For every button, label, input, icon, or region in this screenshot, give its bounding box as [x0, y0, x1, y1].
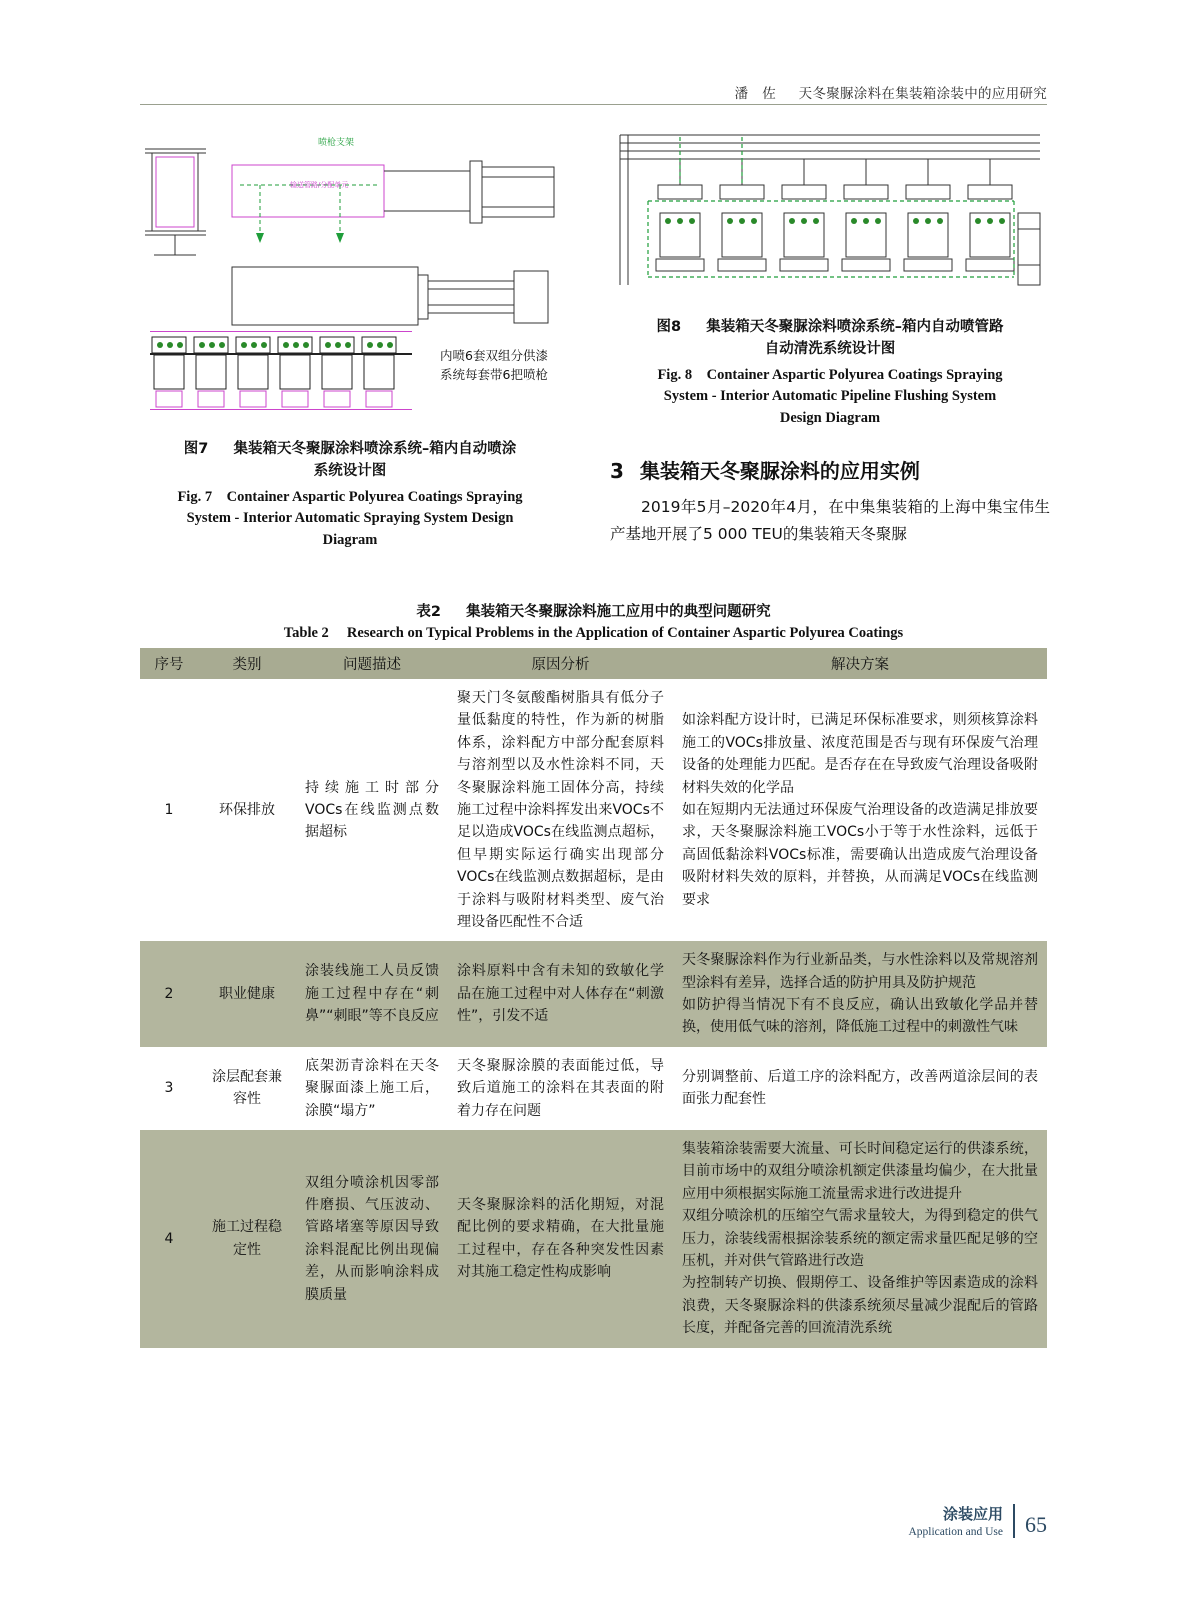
section-3	[610, 455, 1050, 548]
row-1-solution-p1: 如涂料配方设计时，已满足环保标准要求，则须核算涂料施工的VOCs排放量、浓度范围是否与现有环保废气治理设备的处理能力匹配。是否存在在导致废气治理设备吸附材料失效的化学品	[682, 712, 1038, 796]
row-4-problem: 双组分喷涂机因零部件磨损、气压波动、管路堵塞等原因导致涂料混配比例出现偏差，从而影响涂料成膜质量	[296, 1130, 448, 1348]
table-header-cell-4: 解决方案	[673, 648, 1047, 679]
figure-8-svg	[610, 125, 1050, 305]
row-3-cause: 天冬聚脲涂膜的表面能过低，导致后道施工的涂料在其表面的附着力存在问题	[448, 1047, 673, 1130]
header-rule	[140, 104, 1047, 105]
table-2-caption-cn-text: 集装箱天冬聚脲涂料施工应用中的典型问题研究	[466, 604, 771, 620]
page-footer	[908, 1503, 1047, 1538]
footer-section-cn: 涂装应用	[942, 1505, 1003, 1523]
row-3-problem: 底架沥青涂料在天冬聚脲面漆上施工后，涂膜“塌方”	[296, 1047, 448, 1130]
row-2-category: 职业健康	[198, 941, 296, 1047]
row-2-solution-p1: 天冬聚脲涂料作为行业新品类，与水性涂料以及常规溶剂型涂料有差异，选择合适的防护用具及防护规范	[682, 952, 1038, 991]
figure-8-caption-en	[610, 365, 1050, 430]
row-3-no: 3	[140, 1047, 198, 1130]
figure-7-inline-label-1: 喷枪支架	[318, 138, 355, 148]
table-header-cell-0: 序号	[140, 648, 198, 679]
figure-7-number-cn: 图7	[183, 441, 209, 457]
figure-8-drawing	[610, 125, 1050, 305]
footer-divider	[1013, 1504, 1015, 1538]
footer-section-en: Application and Use	[908, 1526, 1003, 1538]
table-row	[140, 941, 1047, 1047]
row-2-solution-p2: 如防护得当情况下有不良反应，确认出致敏化学品并替换，使用低气味的溶剂，降低施工过程中的刺激性气味	[682, 997, 1038, 1036]
figure-7-caption-en-line1: Container Aspartic Polyurea Coatings Spraying	[226, 488, 523, 505]
table-header-row	[140, 648, 1047, 679]
figure-8-number-en: Fig. 8	[657, 366, 693, 383]
header-title: 天冬聚脲涂料在集装箱涂装中的应用研究	[798, 86, 1047, 102]
row-4-solution-p2: 双组分喷涂机的压缩空气需求量较大，为得到稳定的供气压力，涂装线需根据涂装系统的额定需求量匹配足够的空压机，并对供气管路进行改造	[682, 1208, 1038, 1269]
row-4-category: 施工过程稳定性	[198, 1130, 296, 1348]
figure-7-caption-en	[140, 487, 560, 552]
figure-7-note: 内喷6套双组分供漆系统每套带6把喷枪	[440, 348, 548, 382]
section-3-number: 3	[610, 459, 624, 483]
table-header-cell-2: 问题描述	[296, 648, 448, 679]
row-4-no: 4	[140, 1130, 198, 1348]
figure-8	[610, 125, 1050, 430]
row-2-cause: 涂料原料中含有未知的致敏化学品在施工过程中对人体存在“刺激性”，引发不适	[448, 941, 673, 1047]
header-author: 潘 佐	[734, 86, 776, 102]
table-header-cell-1: 类别	[198, 648, 296, 679]
running-header	[735, 82, 1047, 102]
table-2-label-en: Table 2	[283, 625, 329, 641]
row-1-problem: 持续施工时部分VOCs在线监测点数据超标	[296, 679, 448, 941]
table-2-caption-en	[140, 625, 1047, 642]
row-1-solution	[673, 679, 1047, 941]
table-2-label-cn: 表2	[416, 604, 441, 620]
table-row	[140, 1047, 1047, 1130]
figure-7-number-en: Fig. 7	[177, 488, 213, 505]
row-4-solution-p1: 集装箱涂装需要大流量、可长时间稳定运行的供漆系统，目前市场中的双组分喷涂机额定供漆量均偏少，在大批量应用中须根据实际施工流量需求进行改进提升	[682, 1141, 1038, 1202]
section-3-paragraph: 2019年5月–2020年4月，在中集集装箱的上海中集宝伟生产基地开展了5 000 TEU的集装箱天冬聚脲	[610, 498, 1050, 544]
row-2-no: 2	[140, 941, 198, 1047]
row-1-solution-p2: 如在短期内无法通过环保废气治理设备的改造满足排放要求，天冬聚脲涂料施工VOCs小于等于水性涂料，远低于高固低黏涂料VOCs标准，需要确认出造成废气治理设备吸附材料失效的原料，并替换，从而满足VOCs在线监测要求	[682, 801, 1038, 908]
figure-7	[140, 125, 560, 552]
table-2-caption-en-text: Research on Typical Problems in the Application of Container Aspartic Polyurea Coatings	[346, 625, 904, 641]
table-row	[140, 1130, 1047, 1348]
figure-7-caption-cn	[140, 439, 560, 483]
figure-7-caption-en-line2: System - Interior Automatic Spraying System Design	[186, 510, 514, 527]
row-1-category: 环保排放	[198, 679, 296, 941]
row-2-solution	[673, 941, 1047, 1047]
table-row	[140, 679, 1047, 941]
row-3-category: 涂层配套兼容性	[198, 1047, 296, 1130]
section-3-heading	[610, 455, 1050, 484]
row-4-solution-p3: 为控制转产切换、假期停工、设备维护等因素造成的涂料浪费，天冬聚脲涂料的供漆系统须尽量减少混配后的管路长度，并配备完善的回流清洗系统	[682, 1275, 1038, 1337]
figure-8-caption-en-line3: Design Diagram	[779, 410, 881, 426]
row-3-solution	[673, 1047, 1047, 1130]
figure-8-number-cn: 图8	[656, 319, 682, 335]
figure-7-drawing	[140, 125, 560, 425]
figure-8-caption-cn-line2: 自动清洗系统设计图	[764, 340, 896, 357]
figure-7-inline-label-2: 输送管路/分配单元	[290, 181, 349, 189]
figure-7-caption-en-line3: Diagram	[322, 532, 378, 548]
figure-8-caption-cn-line1: 集装箱天冬聚脲涂料喷涂系统–箱内自动喷管路	[706, 319, 1004, 335]
figure-8-caption-en-line1: Container Aspartic Polyurea Coatings Spraying	[706, 366, 1003, 383]
row-2-problem: 涂装线施工人员反馈施工过程中存在“刺鼻”“刺眼”等不良反应	[296, 941, 448, 1047]
table-2	[140, 600, 1047, 1348]
page-number: 65	[1025, 1512, 1047, 1537]
table-2-grid	[140, 648, 1047, 1348]
row-1-cause: 聚天门冬氨酸酯树脂具有低分子量低黏度的特性，作为新的树脂体系，涂料配方中部分配套原料与溶剂型以及水性涂料不同，天冬聚脲涂料施工固体分高，持续施工过程中涂料挥发出来VOCs不足以造成VOCs在线监测点超标，但早期实际运行确实出现部分VOCs在线监测点数据超标，是由于涂料与吸附材料类型、废气治理设备匹配性不合适	[448, 679, 673, 941]
figure-7-caption-cn-line1: 集装箱天冬聚脲涂料喷涂系统–箱内自动喷涂	[233, 441, 517, 457]
table-header-cell-3: 原因分析	[448, 648, 673, 679]
figure-8-caption-en-line2: System - Interior Automatic Pipeline Flushing System	[663, 388, 997, 405]
section-3-title: 集装箱天冬聚脲涂料的应用实例	[639, 459, 920, 483]
table-2-caption-cn	[140, 600, 1047, 621]
figure-7-caption-cn-line2: 系统设计图	[313, 462, 387, 479]
row-4-solution	[673, 1130, 1047, 1348]
figure-8-caption-cn	[610, 317, 1050, 361]
row-4-cause: 天冬聚脲涂料的活化期短，对混配比例的要求精确，在大批量施工过程中，存在各种突发性因素对其施工稳定性构成影响	[448, 1130, 673, 1348]
row-3-solution-p1: 分别调整前、后道工序的涂料配方，改善两道涂层间的表面张力配套性	[682, 1069, 1038, 1108]
footer-section	[908, 1503, 1003, 1538]
row-1-no: 1	[140, 679, 198, 941]
